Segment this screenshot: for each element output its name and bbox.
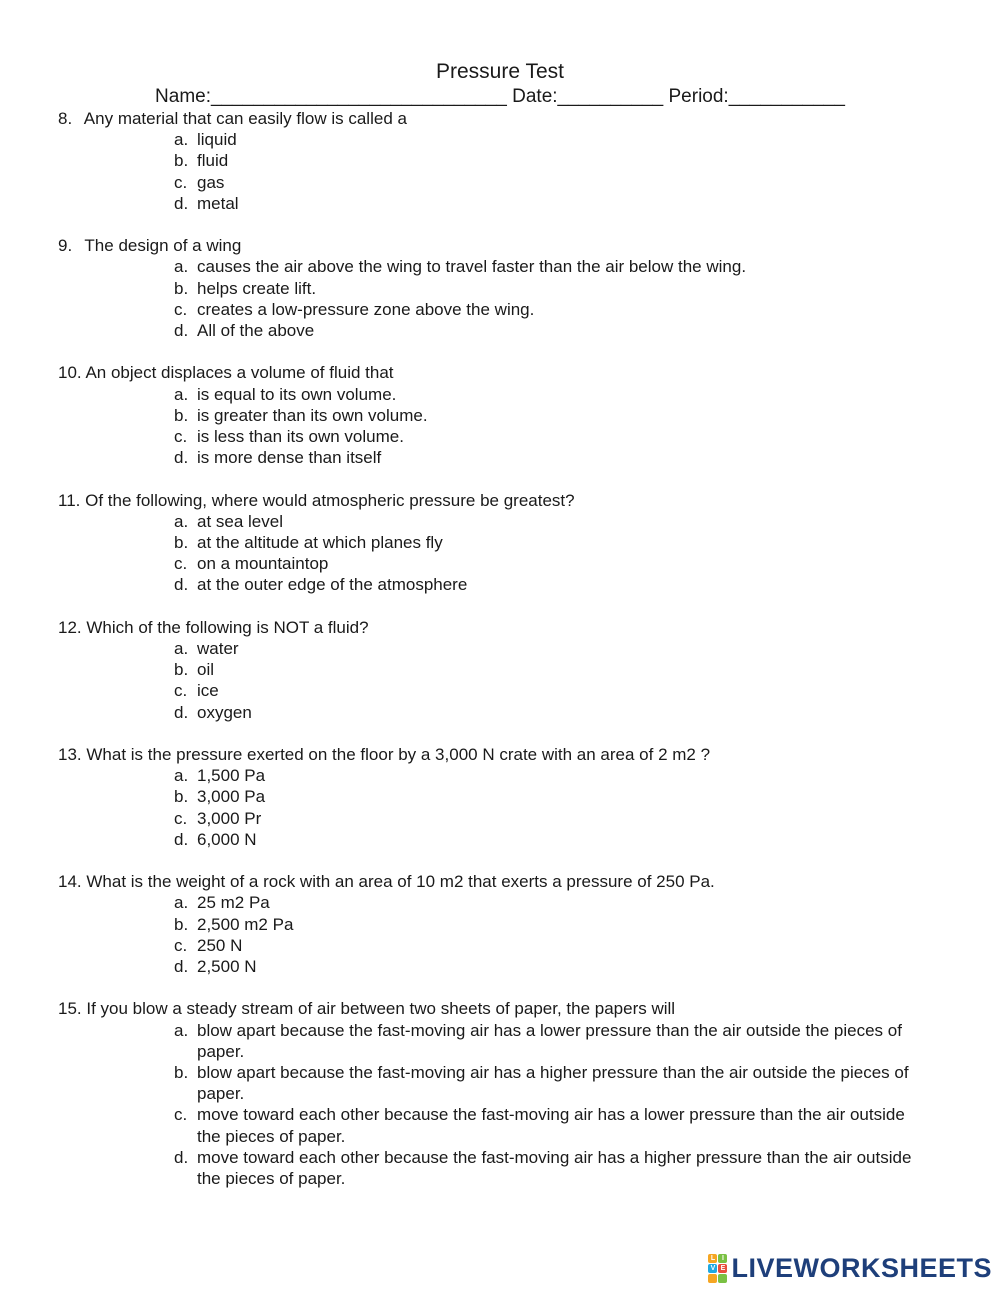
option-text: fluid	[197, 151, 229, 171]
liveworksheets-logo	[708, 1253, 992, 1283]
option-letter: d.	[174, 575, 189, 595]
answer-option-d[interactable]	[58, 320, 927, 341]
option-text: ice	[197, 681, 219, 701]
option-letter: b.	[174, 278, 189, 298]
option-text: at the altitude at which planes fly	[197, 533, 443, 553]
question-text	[58, 490, 958, 511]
option-text: gas	[197, 172, 225, 192]
logo-block	[708, 1274, 717, 1283]
logo-block	[718, 1274, 727, 1283]
answer-option-c[interactable]	[58, 808, 927, 829]
question-text	[58, 617, 958, 638]
option-text: move toward each other because the fast-moving air has a lower pressure than the air outside the pieces of paper.	[197, 1105, 905, 1146]
option-letter: a.	[174, 1020, 189, 1040]
question-prompt: Any material that can easily flow is called a	[83, 109, 407, 128]
option-text: 6,000 N	[197, 829, 257, 849]
answer-option-a[interactable]	[58, 256, 927, 277]
question-14	[58, 871, 958, 977]
logo-text: LIVEWORKSHEETS	[731, 1252, 992, 1283]
question-text	[58, 871, 958, 892]
option-letter: c.	[174, 172, 188, 192]
option-letter: d.	[174, 957, 189, 977]
question-text	[58, 235, 958, 256]
answer-option-d[interactable]	[58, 702, 927, 723]
option-text: helps create lift.	[197, 278, 317, 298]
question-prompt: The design of a wing	[84, 236, 242, 256]
option-text: blow apart because the fast-moving air has a lower pressure than the air outside the pieces of paper.	[197, 1020, 902, 1061]
question-11	[58, 490, 958, 596]
answer-option-a[interactable]	[58, 1020, 927, 1062]
question-number: 15.	[58, 999, 82, 1019]
option-text: 250 N	[197, 935, 243, 955]
option-letter: a.	[174, 639, 189, 659]
answer-option-a[interactable]	[58, 129, 927, 150]
answer-option-b[interactable]	[58, 659, 927, 680]
answer-option-c[interactable]	[58, 1104, 927, 1146]
answer-option-a[interactable]	[58, 511, 927, 532]
answer-options	[58, 1020, 958, 1190]
answer-option-c[interactable]	[58, 553, 927, 574]
student-info-line: Name:____________________________ Date:__________ Period:___________	[155, 86, 845, 107]
question-prompt: Of the following, where would atmospheric pressure be greatest?	[85, 490, 575, 510]
option-text: 25 m2 Pa	[197, 893, 270, 913]
answer-options	[58, 638, 958, 723]
logo-blocks-icon	[708, 1254, 727, 1283]
question-8	[58, 108, 958, 214]
question-prompt: An object displaces a volume of fluid that	[85, 363, 394, 383]
answer-option-d[interactable]	[58, 829, 927, 850]
question-15	[58, 998, 958, 1189]
option-text: is greater than its own volume.	[197, 405, 428, 425]
option-letter: d.	[174, 193, 189, 213]
question-13	[58, 744, 958, 850]
option-text: blow apart because the fast-moving air has a higher pressure than the air outside the pieces of paper.	[197, 1063, 909, 1104]
question-number: 11.	[58, 490, 81, 510]
answer-options	[58, 384, 958, 469]
option-letter: b.	[174, 151, 189, 171]
answer-options	[58, 129, 958, 214]
option-letter: c.	[174, 1105, 188, 1125]
question-prompt: If you blow a steady stream of air between two sheets of paper, the papers will	[86, 999, 676, 1019]
option-text: 3,000 Pa	[197, 787, 266, 807]
logo-block: L	[708, 1254, 717, 1263]
option-text: is more dense than itself	[197, 448, 382, 468]
question-list	[58, 108, 958, 1210]
option-letter: d.	[174, 448, 189, 468]
question-text	[58, 362, 958, 383]
option-text: water	[197, 639, 239, 659]
option-text: 2,500 N	[197, 957, 257, 977]
page-title: Pressure Test	[436, 60, 564, 83]
answer-option-d[interactable]	[58, 574, 927, 595]
option-text: causes the air above the wing to travel faster than the air below the wing.	[197, 257, 747, 277]
answer-option-c[interactable]	[58, 935, 927, 956]
question-number: 10.	[58, 363, 82, 383]
option-text: at sea level	[197, 511, 283, 531]
option-text: creates a low-pressure zone above the wing.	[197, 299, 535, 319]
question-number: 8.	[58, 109, 73, 128]
answer-option-d[interactable]	[58, 1147, 927, 1189]
answer-option-b[interactable]	[58, 278, 927, 299]
option-text: 2,500 m2 Pa	[197, 914, 294, 934]
option-text: is equal to its own volume.	[197, 384, 397, 404]
answer-option-a[interactable]	[58, 892, 927, 913]
option-text: 3,000 Pr	[197, 808, 262, 828]
option-letter: c.	[174, 427, 188, 447]
answer-option-a[interactable]	[58, 384, 927, 405]
answer-option-b[interactable]	[58, 1062, 927, 1104]
answer-option-c[interactable]	[58, 680, 927, 701]
option-text: oil	[197, 660, 215, 680]
answer-option-b[interactable]	[58, 150, 927, 171]
option-letter: b.	[174, 914, 189, 934]
option-letter: b.	[174, 1063, 189, 1083]
option-letter: b.	[174, 405, 189, 425]
option-text: 1,500 Pa	[197, 766, 266, 786]
answer-option-a[interactable]	[58, 765, 927, 786]
option-letter: c.	[174, 808, 188, 828]
question-number: 14.	[58, 872, 82, 892]
option-letter: d.	[174, 1147, 189, 1167]
question-text	[58, 998, 958, 1019]
logo-block: I	[718, 1254, 727, 1263]
option-letter: a.	[174, 511, 189, 531]
option-letter: a.	[174, 893, 189, 913]
question-10	[58, 362, 958, 468]
question-prompt: Which of the following is NOT a fluid?	[86, 617, 369, 637]
answer-option-d[interactable]	[58, 447, 927, 468]
answer-option-d[interactable]	[58, 956, 927, 977]
answer-option-b[interactable]	[58, 532, 927, 553]
answer-options	[58, 511, 958, 596]
question-9	[58, 235, 958, 341]
answer-option-a[interactable]	[58, 638, 927, 659]
answer-option-b[interactable]	[58, 405, 927, 426]
answer-option-c[interactable]	[58, 172, 927, 193]
option-letter: b.	[174, 660, 189, 680]
answer-options	[58, 892, 958, 977]
option-text: metal	[197, 193, 239, 213]
answer-option-c[interactable]	[58, 426, 927, 447]
option-letter: c.	[174, 299, 188, 319]
question-prompt: What is the weight of a rock with an area of 10 m2 that exerts a pressure of 250 Pa.	[86, 872, 715, 892]
answer-options	[58, 256, 958, 341]
answer-option-c[interactable]	[58, 299, 927, 320]
option-text: oxygen	[197, 702, 252, 722]
option-letter: d.	[174, 829, 189, 849]
option-text: is less than its own volume.	[197, 427, 404, 447]
question-text	[58, 108, 958, 129]
answer-options	[58, 765, 958, 850]
option-letter: c.	[174, 554, 188, 574]
answer-option-b[interactable]	[58, 786, 927, 807]
option-letter: d.	[174, 321, 189, 341]
option-text: All of the above	[197, 321, 315, 341]
logo-block: V	[708, 1264, 717, 1273]
answer-option-d[interactable]	[58, 193, 927, 214]
option-text: at the outer edge of the atmosphere	[197, 575, 468, 595]
option-letter: c.	[174, 935, 188, 955]
option-text: liquid	[197, 130, 237, 150]
option-text: move toward each other because the fast-moving air has a higher pressure than the air outside the pieces of paper.	[197, 1147, 912, 1189]
option-letter: a.	[174, 257, 189, 277]
question-text	[58, 744, 958, 765]
option-letter: b.	[174, 533, 189, 553]
logo-block: E	[718, 1264, 727, 1273]
option-text: on a mountaintop	[197, 554, 329, 574]
option-letter: b.	[174, 787, 189, 807]
option-letter: a.	[174, 384, 189, 404]
option-letter: a.	[174, 766, 189, 786]
question-prompt: What is the pressure exerted on the floor by a 3,000 N crate with an area of 2 m2 ?	[86, 745, 711, 765]
answer-option-b[interactable]	[58, 914, 927, 935]
option-letter: d.	[174, 702, 189, 722]
question-number: 12.	[58, 617, 82, 637]
question-number: 13.	[58, 745, 82, 765]
option-letter: a.	[174, 130, 189, 150]
option-letter: c.	[174, 681, 188, 701]
question-number: 9.	[58, 236, 73, 256]
question-12	[58, 617, 958, 723]
